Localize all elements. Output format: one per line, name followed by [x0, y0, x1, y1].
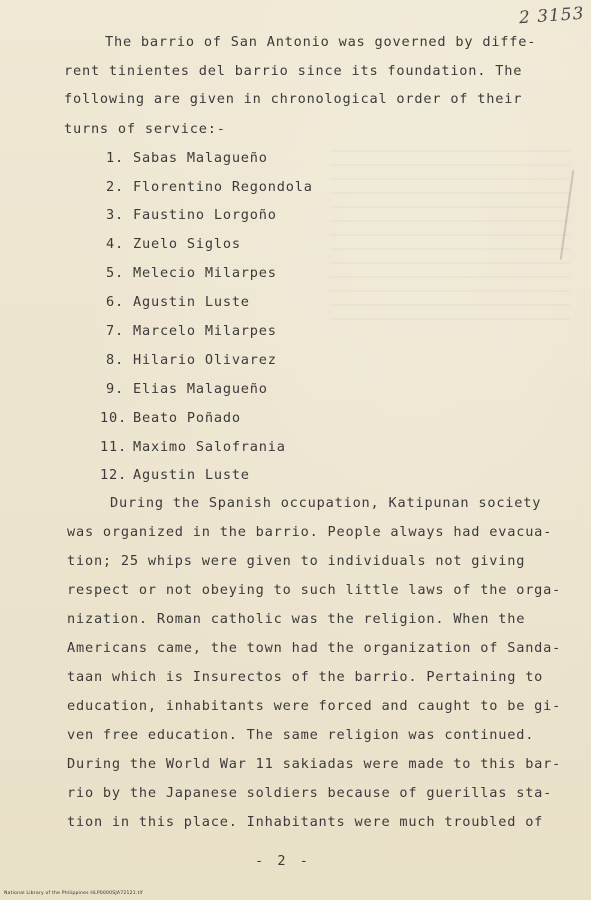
list-name: Maximo Salofrania — [133, 439, 286, 455]
list-name: Florentino Regondola — [133, 179, 313, 195]
list-name: Zuelo Siglos — [133, 236, 241, 252]
list-number: 1. — [106, 150, 124, 166]
intro-line: turns of service:- — [64, 121, 226, 137]
body-line: was organized in the barrio. People always had evacua- — [67, 524, 553, 540]
page-number: - 2 - — [255, 853, 311, 869]
list-number: 8. — [106, 352, 124, 368]
list-number: 5. — [106, 265, 124, 281]
intro-line: The barrio of San Antonio was governed by diffe- — [105, 34, 537, 50]
list-name: Faustino Lorgoño — [133, 207, 277, 223]
list-number: 4. — [106, 236, 124, 252]
list-number: 11. — [100, 439, 127, 455]
list-name: Hilario Olivarez — [133, 352, 277, 368]
show-through-texture — [330, 150, 570, 320]
body-line: ven free education. The same religion was continued. — [67, 727, 535, 743]
body-line: nization. Roman catholic was the religion. When the — [67, 611, 526, 627]
list-name: Beato Poñado — [133, 410, 241, 426]
list-name: Agustin Luste — [133, 294, 250, 310]
list-number: 10. — [100, 410, 127, 426]
list-number: 3. — [106, 207, 124, 223]
body-line: taan which is Insurectos of the barrio. Pertaining to — [67, 669, 544, 685]
list-name: Agustin Luste — [133, 467, 250, 483]
list-name: Elias Malagueño — [133, 381, 268, 397]
list-name: Sabas Malagueño — [133, 150, 268, 166]
body-line: education, inhabitants were forced and caught to be gi- — [67, 698, 562, 714]
body-line: tion; 25 whips were given to individuals not giving — [67, 553, 526, 569]
list-name: Melecio Milarpes — [133, 265, 277, 281]
list-number: 6. — [106, 294, 124, 310]
intro-line: following are given in chronological order of their — [64, 91, 523, 107]
body-line: respect or not obeying to such little laws of the orga- — [67, 582, 562, 598]
body-line: During the Spanish occupation, Katipunan society — [110, 495, 542, 511]
body-line: During the World War 11 sakiadas were made to this bar- — [67, 756, 562, 772]
body-line: rio by the Japanese soldiers because of guerillas sta- — [67, 785, 553, 801]
body-line: tion in this place. Inhabitants were much troubled of — [67, 814, 544, 830]
body-line: Americans came, the town had the organization of Sanda- — [67, 640, 562, 656]
list-number: 2. — [106, 179, 124, 195]
scan-footer: National Library of the Philippines HLP0000SJA72121.tif — [4, 891, 143, 896]
handwritten-annotation: 2 3153 — [518, 3, 586, 29]
list-number: 7. — [106, 323, 124, 339]
list-number: 12. — [100, 467, 127, 483]
intro-line: rent tinientes del barrio since its foundation. The — [64, 63, 523, 79]
list-number: 9. — [106, 381, 124, 397]
list-name: Marcelo Milarpes — [133, 323, 277, 339]
